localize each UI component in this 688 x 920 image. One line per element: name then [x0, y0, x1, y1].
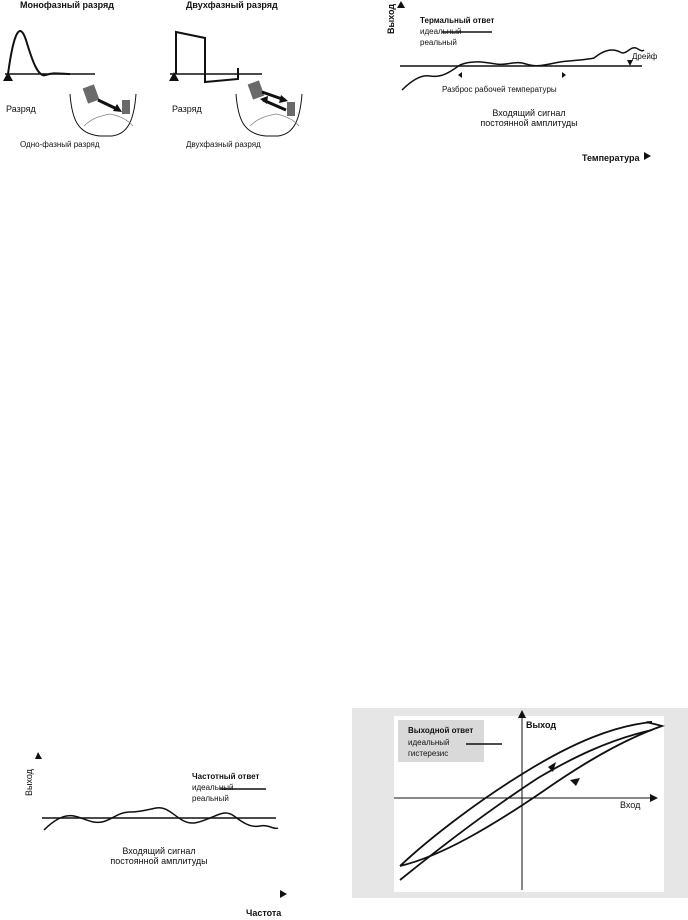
bi-electrode-pad-2: [287, 102, 295, 116]
thermal-real-curve: [402, 48, 644, 90]
thermal-range-label: Разброс рабочей температуры: [442, 85, 557, 94]
thermal-x-axis-label: Температура: [582, 153, 640, 163]
frequency-input-caption: [94, 846, 224, 866]
frequency-x-axis-label: Частота: [246, 908, 282, 918]
hysteresis-legend-ideal: идеальный: [408, 738, 450, 747]
bi-discharge-title: Двухфазный разряд: [186, 0, 278, 10]
hysteresis-legend-title: Выходной ответ: [408, 726, 474, 735]
hysteresis-y-axis-label: Выход: [526, 720, 557, 730]
mono-electrode-pad-2: [122, 100, 130, 114]
frequency-legend-ideal: идеальный: [192, 783, 234, 792]
hysteresis-x-axis-label: Вход: [620, 800, 641, 810]
frequency-legend-title: Частотный ответ: [192, 772, 260, 781]
frequency-y-axis-label: Выход: [24, 769, 34, 796]
frequency-y-axis-arrow: [35, 752, 42, 759]
thermal-y-axis-arrow: [397, 1, 405, 8]
hysteresis-panel: [352, 708, 688, 898]
thermal-input-caption: [464, 108, 594, 128]
thermal-input-line2: постоянной амплитуды: [480, 118, 578, 128]
discharge-panel: [0, 0, 300, 160]
mono-discharge-caption: Одно-фазный разряд: [20, 140, 100, 149]
thermal-panel: [380, 0, 680, 170]
mono-chest-inner: [84, 114, 133, 126]
thermal-legend-real: реальный: [420, 38, 457, 47]
hysteresis-arrow-down: [548, 762, 556, 772]
discharge-diagrams: [0, 0, 300, 160]
mono-electrode-pad-1: [83, 84, 100, 103]
mono-discharge-label: Разряд: [6, 104, 36, 114]
thermal-y-axis-label: Выход: [386, 3, 396, 34]
bi-discharge-caption: Двухфазный разряд: [186, 140, 261, 149]
thermal-legend-title: Термальный ответ: [420, 16, 495, 25]
thermal-x-axis-arrow: [644, 152, 651, 160]
thermal-range-left-arrow: [458, 72, 462, 78]
frequency-x-axis-arrow: [280, 890, 287, 898]
frequency-legend-real: реальный: [192, 794, 229, 803]
mono-pulse-curve: [8, 31, 70, 75]
frequency-panel: [20, 750, 300, 920]
hysteresis-arrow-up: [570, 778, 580, 786]
frequency-input-line2: постоянной амплитуды: [110, 856, 208, 866]
mono-discharge-title: Монофазный разряд: [20, 0, 114, 10]
hysteresis-legend-real: гистерезис: [408, 749, 449, 758]
bi-discharge-label: Разряд: [172, 104, 202, 114]
thermal-input-line1: Входящий сигнал: [492, 108, 566, 118]
thermal-legend-ideal: идеальный: [420, 27, 462, 36]
frequency-real-curve: [44, 808, 278, 830]
thermal-drift-label: Дрейф: [632, 52, 658, 61]
thermal-range-right-arrow: [562, 72, 566, 78]
bi-electrode-pad-1: [248, 80, 265, 99]
frequency-input-line1: Входящий сигнал: [122, 846, 196, 856]
